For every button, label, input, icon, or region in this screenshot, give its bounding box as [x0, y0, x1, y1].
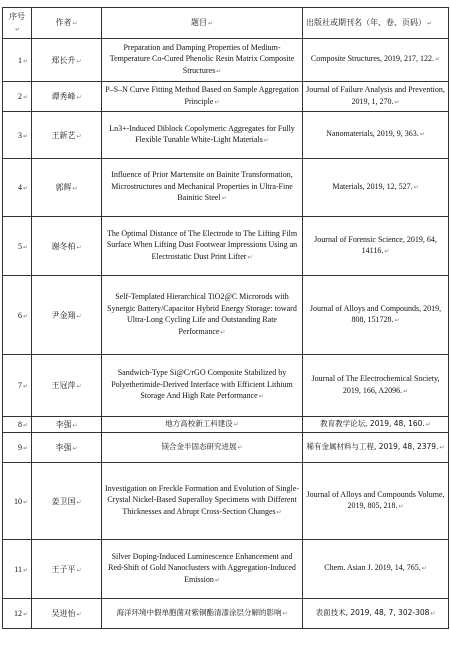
row-number: 10↵ [3, 463, 32, 540]
author-cell: 吴进怡↵ [32, 599, 102, 629]
title-cell: The Optimal Distance of The Electrode to The Lifting Film Surface When Lifting Dust Footwear Impressions Using an Electrostatic Dust Print Lifter↵ [102, 217, 303, 276]
header-title: 题目↵ [102, 8, 303, 39]
publication-cell: Journal of Forensic Science, 2019, 64, 14116.↵ [303, 217, 449, 276]
author-cell: 尹金翔↵ [32, 276, 102, 355]
row-number: 5↵ [3, 217, 32, 276]
title-cell: P–S–N Curve Fitting Method Based on Sample Aggregation Principle↵ [102, 82, 303, 112]
publication-cell: 教育教学论坛, 2019, 48, 160.↵ [303, 417, 449, 433]
author-cell: 姜卫国↵ [32, 463, 102, 540]
publication-cell: Journal of Alloys and Compounds Volume, 2019, 805, 218.↵ [303, 463, 449, 540]
header-author: 作者↵ [32, 8, 102, 39]
publication-table [2, 7, 449, 629]
title-cell: Self-Templated Hierarchical TiO2@C Microrods with Synergic Battery/Capacitor Hybrid Energy Storage: toward Ultra-Long Cycling Life and Outstanding Rate Performance↵ [102, 276, 303, 355]
publication-cell: 稀有金属材料与工程, 2019, 48, 2379.↵ [303, 433, 449, 463]
row-number: 7↵ [3, 355, 32, 417]
title-cell: 海洋环境中假单胞菌对紫铜酯清漆涂层分解的影响↵ [102, 599, 303, 629]
publication-cell: Nanomaterials, 2019, 9, 363.↵ [303, 112, 449, 159]
table-row [3, 433, 449, 463]
author-cell: 王新艺↵ [32, 112, 102, 159]
title-cell: Investigation on Freckle Formation and Evolution of Single-Crystal Nickel-Based Superalloy Specimens with Different Thicknesses and Abrupt Cross-Section Changes↵ [102, 463, 303, 540]
table-row [3, 82, 449, 112]
row-number: 4↵ [3, 159, 32, 217]
table-row [3, 355, 449, 417]
row-number: 3↵ [3, 112, 32, 159]
table-row [3, 599, 449, 629]
row-number: 6↵ [3, 276, 32, 355]
publication-cell: Journal of Failure Analysis and Prevention, 2019, 1, 270.↵ [303, 82, 449, 112]
title-cell: Influence of Prior Martensite on Bainite Transformation, Microstructures and Mechanical Properties in Ultra-Fine Bainitic Steel↵ [102, 159, 303, 217]
row-number: 1↵ [3, 39, 32, 82]
table-row [3, 217, 449, 276]
header-publication: 出版社或期刊名（年、卷、页码）↵ [303, 8, 449, 39]
author-cell: 谭秀峰↵ [32, 82, 102, 112]
table-row [3, 159, 449, 217]
publication-cell: Composite Structures, 2019, 217, 122.↵ [303, 39, 449, 82]
publication-cell: Journal of Alloys and Compounds, 2019, 808, 151728.↵ [303, 276, 449, 355]
header-no: 序号↵ [3, 8, 32, 39]
title-cell: Preparation and Damping Properties of Medium-Temperature Co-Cured Phenolic Resin Matrix Composite Structures↵ [102, 39, 303, 82]
title-cell: 地方高校新工科建设↵ [102, 417, 303, 433]
title-cell: Ln3+-Induced Diblock Copolymeric Aggregates for Fully Flexible Tunable White-Light Materials↵ [102, 112, 303, 159]
table-row [3, 463, 449, 540]
row-number: 12↵ [3, 599, 32, 629]
publication-cell: Journal of The Electrochemical Society, 2019, 166, A2096.↵ [303, 355, 449, 417]
publication-cell: Materials, 2019, 12, 527.↵ [303, 159, 449, 217]
title-cell: 镁合金半固态研究进展↵ [102, 433, 303, 463]
table-row [3, 417, 449, 433]
row-number: 11↵ [3, 540, 32, 599]
title-cell: Sandwich-Type Si@C/rGO Composite Stabilized by Polyetherimide-Derived Interface with Efficient Lithium Storage And High Rate Performance↵ [102, 355, 303, 417]
author-cell: 王子平↵ [32, 540, 102, 599]
author-cell: 李强↵ [32, 417, 102, 433]
publication-cell: 表面技术, 2019, 48, 7, 302-308↵ [303, 599, 449, 629]
row-number: 2↵ [3, 82, 32, 112]
header-row [3, 8, 449, 39]
table-row [3, 540, 449, 599]
author-cell: 李强↵ [32, 433, 102, 463]
table-row [3, 39, 449, 82]
publication-cell: Chem. Asian J. 2019, 14, 765.↵ [303, 540, 449, 599]
table-row [3, 276, 449, 355]
title-cell: Silver Doping-Induced Luminescence Enhancement and Red-Shift of Gold Nanoclusters with Aggregation-Induced Emission↵ [102, 540, 303, 599]
row-number: 9↵ [3, 433, 32, 463]
author-cell: 王冠萍↵ [32, 355, 102, 417]
row-number: 8↵ [3, 417, 32, 433]
author-cell: 郭辉↵ [32, 159, 102, 217]
author-cell: 谢冬柏↵ [32, 217, 102, 276]
author-cell: 郑长升↵ [32, 39, 102, 82]
table-row [3, 112, 449, 159]
